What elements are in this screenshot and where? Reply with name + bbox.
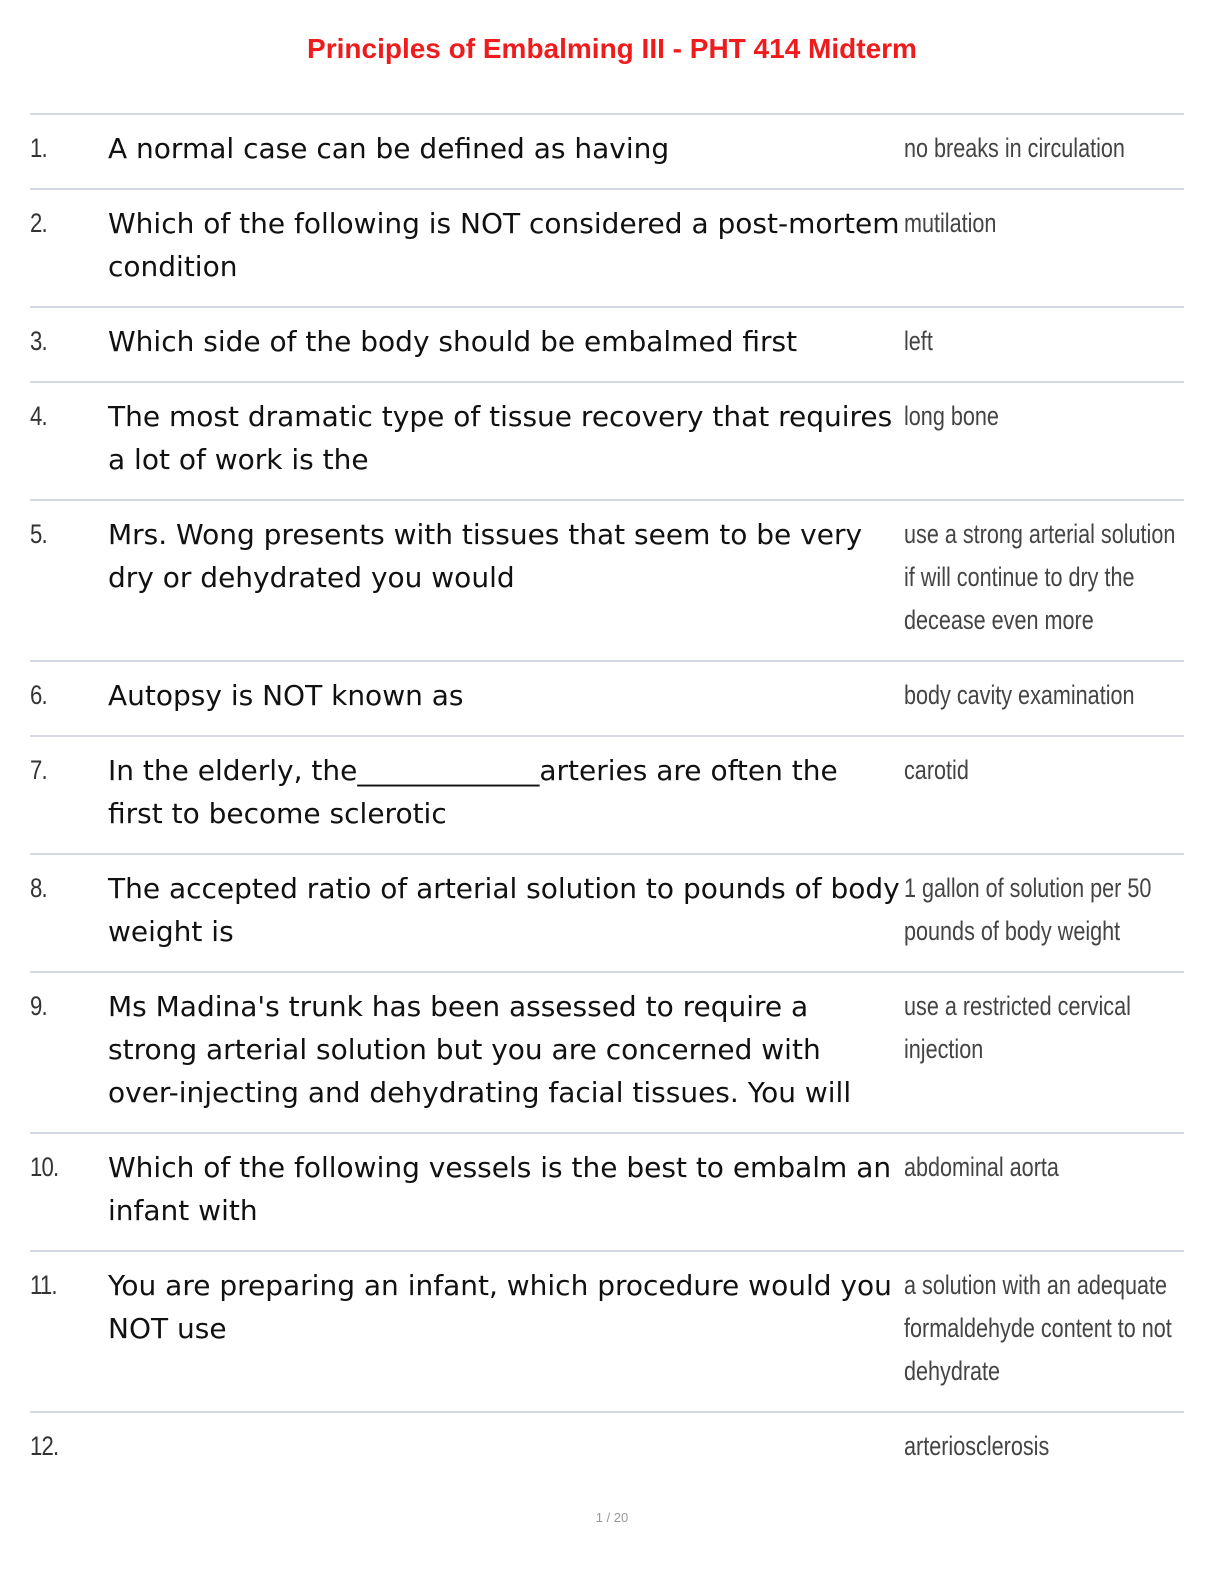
answer-text [904,513,1184,660]
question-row [30,501,1184,662]
question-row [30,737,1184,855]
question-text: Mrs. Wong presents with tissues that seem to be very dry or dehydrated you would [108,518,863,594]
question-number: 10. [30,1152,59,1182]
answer-text-content: long bone [904,401,999,431]
answer-text [904,674,1184,735]
answer-text [904,1146,1184,1250]
question-row [30,190,1184,308]
question-number: 1. [30,133,47,163]
answer-text-content: mutilation [904,208,997,238]
answer-text-content: abdominal aorta [904,1152,1059,1182]
answer-text [904,1264,1184,1411]
answer-text [904,985,1184,1132]
question-row [30,1134,1184,1252]
answer-text-content: 1 gallon of solution per 50 pounds of body weight [904,873,1152,946]
answer-text-content: use a restricted cervical injection [904,991,1131,1064]
question-text: A normal case can be defined as having [108,132,670,165]
question-number: 6. [30,680,47,710]
answer-text-content: body cavity examination [904,680,1135,710]
question-text: Which of the following is NOT considered a post-mortem condition [108,207,900,283]
question-number: 7. [30,755,47,785]
answer-text [904,127,1184,188]
answer-text [904,1425,1184,1488]
question-row [30,383,1184,501]
question-row [30,662,1184,737]
question-row [30,855,1184,973]
question-text: Autopsy is NOT known as [108,679,464,712]
question-text: Which side of the body should be embalmed first [108,325,798,358]
answer-text-content: a solution with an adequate formaldehyde content to not dehydrate [904,1270,1172,1386]
answer-text [904,867,1184,971]
question-text: Which of the following vessels is the best to embalm an infant with [108,1151,892,1227]
question-text: The most dramatic type of tissue recovery that requires a lot of work is the [108,400,893,476]
answer-text [904,395,1184,499]
question-number: 5. [30,519,47,549]
question-number: 12. [30,1431,59,1461]
question-list [30,113,1184,1488]
answer-text [904,749,1184,853]
question-row [30,1413,1184,1488]
answer-text [904,202,1184,306]
answer-text-content: use a strong arterial solution if will continue to dry the decease even more [904,519,1176,635]
answer-text-content: no breaks in circulation [904,133,1125,163]
question-text: The accepted ratio of arterial solution to pounds of body weight is [108,872,900,948]
question-number: 4. [30,401,47,431]
question-text [108,1425,904,1488]
answer-text-content: arteriosclerosis [904,1431,1050,1461]
question-number: 3. [30,326,47,356]
question-text: In the elderly, the_____________arteries are often the first to become sclerotic [108,754,838,830]
question-number: 8. [30,873,47,903]
question-text: You are preparing an infant, which procedure would you NOT use [108,1269,892,1345]
answer-text-content: carotid [904,755,969,785]
page-number: 1 / 20 [595,1510,629,1525]
question-row [30,308,1184,383]
question-row [30,973,1184,1134]
answer-text-content: left [904,326,933,356]
question-text: Ms Madina's trunk has been assessed to require a strong arterial solution but you are concerned with over-injecting and dehydrating facial tissues. You will [108,990,852,1109]
question-number: 11. [30,1270,57,1300]
question-row [30,115,1184,190]
answer-text [904,320,1184,381]
question-number: 9. [30,991,47,1021]
document-title: Principles of Embalming III - PHT 414 Midterm [307,33,917,64]
question-row [30,1252,1184,1413]
question-number: 2. [30,208,47,238]
